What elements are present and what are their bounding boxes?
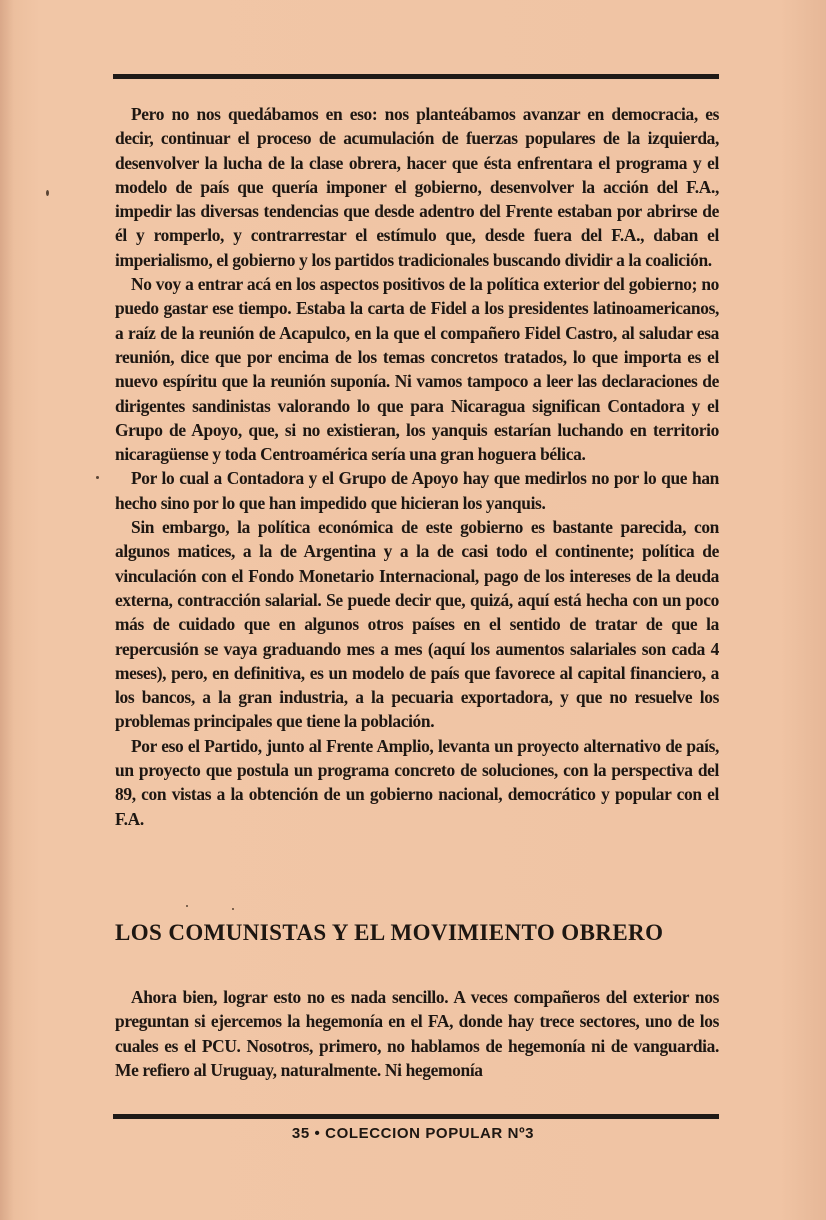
paper-speck	[96, 476, 99, 479]
top-rule	[113, 74, 719, 79]
page-footer: 35 • COLECCION POPULAR Nº3	[291, 1125, 535, 1142]
paragraph: Por lo cual a Contadora y el Grupo de Apoyo hay que medirlos no por lo que han hecho sino por lo que han impedido que hicieran los yanquis.	[115, 468, 719, 513]
paragraph: Ahora bien, lograr esto no es nada sencillo. A veces compañeros del exterior nos preguntan si ejercemos la hegemonía en el FA, donde hay trece sectores, uno de los cuales es el PCU. Nosotros, primero, no hablamos de hegemonía ni de vanguardia. Me refiero al Uruguay, naturalmente. Ni hegemonía	[115, 987, 719, 1080]
paper-speck	[46, 190, 49, 196]
bottom-rule	[113, 1114, 719, 1119]
section-text	[115, 985, 719, 1082]
paragraph: Pero no nos quedábamos en eso: nos planteábamos avanzar en democracia, es decir, continuar el proceso de acumulación de fuerzas populares de la izquierda, desenvolver la lucha de la clase obrera, hacer que ésta enfrentara el programa y el modelo de país que quería imponer el gobierno, desenvolver la acción del F.A., impedir las diversas tendencias que desde adentro del Frente estaban por abrirse de él y romperlo, y contrarrestar el estímulo que, desde fuera del F.A., daban el imperialismo, el gobierno y los partidos tradicionales buscando dividir a la coalición.	[115, 104, 719, 270]
paragraph: Sin embargo, la política económica de este gobierno es bastante parecida, con algunos matices, a la de Argentina y a la de casi todo el continente; política de vinculación con el Fondo Monetario Internacional, pago de los intereses de la deuda externa, contracción salarial. Se puede decir que, quizá, aquí está hecha con un poco más de cuidado que en algunos otros países en el sentido de tratar de que la repercusión se vaya graduando mes a mes (aquí los aumentos salariales son cada 4 meses), pero, en definitiva, es un modelo de país que favorece al capital financiero, a los bancos, a la gran industria, a la pecuaria exportadora, y que no resuelve los problemas principales que tiene la población.	[115, 517, 719, 732]
paper-speck	[186, 905, 188, 907]
main-text	[115, 102, 719, 831]
paragraph: No voy a entrar acá en los aspectos positivos de la política exterior del gobierno; no puedo gastar ese tiempo. Estaba la carta de Fidel a los presidentes latinoamericanos, a raíz de la reunión de Acapulco, en la que el compañero Fidel Castro, al saludar esa reunión, dice que por encima de los temas concretos tratados, lo que importa es el nuevo espíritu que la reunión suponía. Ni vamos tampoco a leer las declaraciones de dirigentes sandinistas valorando lo que para Nicaragua significan Contadora y el Grupo de Apoyo, que, si no existieran, los yanquis estarían luchando en territorio nicaragüense y toda Centroamérica sería una gran hoguera bélica.	[115, 274, 719, 465]
section-heading: LOS COMUNISTAS Y EL MOVIMIENTO OBRERO	[115, 920, 664, 945]
paragraph: Por eso el Partido, junto al Frente Amplio, levanta un proyecto alternativo de país, un proyecto que postula un programa concreto de soluciones, con la perspectiva del 89, con vistas a la obtención de un gobierno nacional, democrático y popular con el F.A.	[115, 735, 719, 829]
paper-speck	[232, 908, 234, 910]
